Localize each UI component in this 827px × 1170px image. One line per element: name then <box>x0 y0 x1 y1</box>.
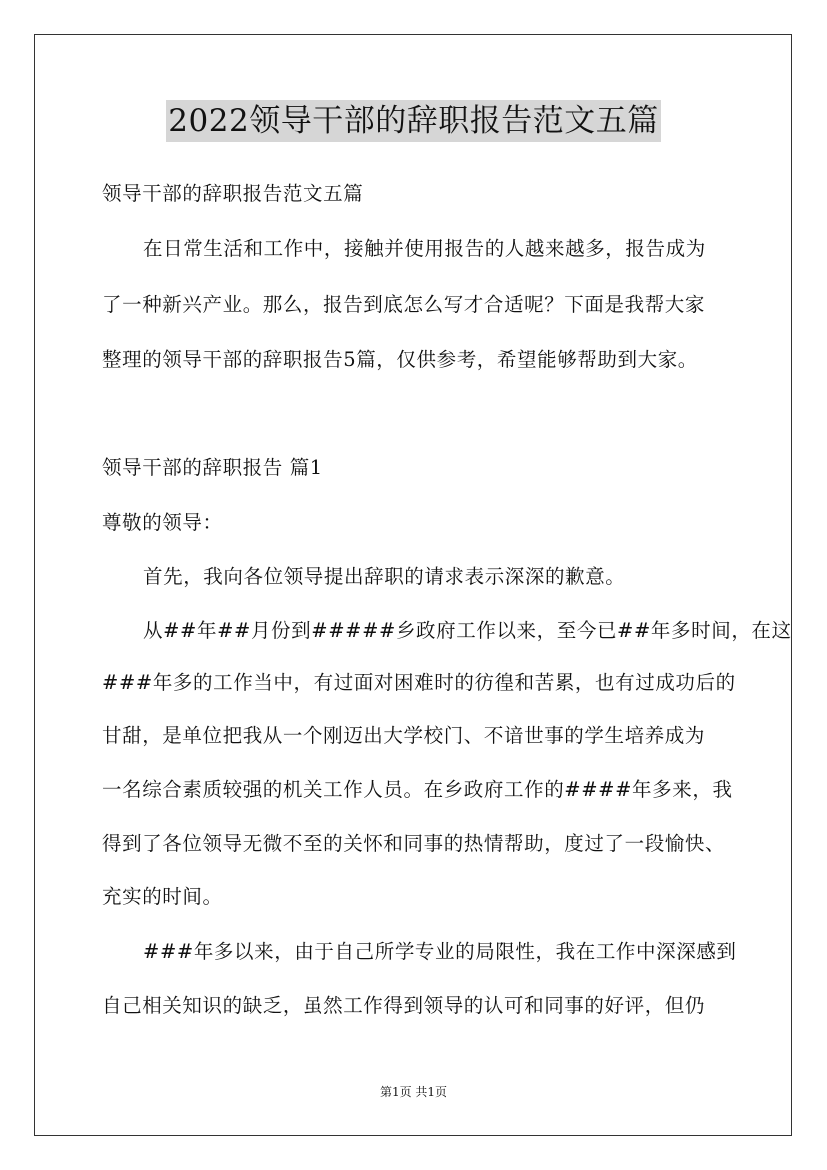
body-paragraph-line: 甘甜，是单位把我从一个刚迈出大学校门、不谙世事的学生培养成为 <box>102 724 706 747</box>
page-number-footer: 第1页 共1页 <box>379 1085 448 1099</box>
body-paragraph-line: ###年多的工作当中，有过面对困难时的彷徨和苦累，也有过成功后的 <box>102 671 736 694</box>
body-paragraph-line: 从##年##月份到#####乡政府工作以来，至今已##年多时间，在这 <box>143 619 792 642</box>
body-paragraph-line: 自己相关知识的缺乏，虽然工作得到领导的认可和同事的好评，但仍 <box>102 994 706 1017</box>
intro-paragraph-line: 在日常生活和工作中，接触并使用报告的人越来越多，报告成为 <box>143 237 706 260</box>
document-title-text: 2022领导干部的辞职报告范文五篇 <box>166 100 660 142</box>
document-title <box>0 100 827 142</box>
intro-paragraph-line: 整理的领导干部的辞职报告5篇，仅供参考，希望能够帮助到大家。 <box>102 348 698 371</box>
body-paragraph-line: 一名综合素质较强的机关工作人员。在乡政府工作的####年多来，我 <box>102 778 733 801</box>
intro-paragraph-line: 了一种新兴产业。那么，报告到底怎么写才合适呢？下面是我帮大家 <box>102 293 706 316</box>
body-paragraph-line: 充实的时间。 <box>102 885 223 908</box>
body-paragraph-line: 得到了各位领导无微不至的关怀和同事的热情帮助，度过了一段愉快、 <box>102 832 726 855</box>
document-subtitle: 领导干部的辞职报告范文五篇 <box>102 182 364 205</box>
body-paragraph-line: 首先，我向各位领导提出辞职的请求表示深深的歉意。 <box>143 565 626 588</box>
section-heading: 领导干部的辞职报告 篇1 <box>102 456 323 479</box>
body-paragraph-line: ###年多以来，由于自己所学专业的局限性，我在工作中深深感到 <box>143 940 737 963</box>
salutation: 尊敬的领导： <box>102 511 223 534</box>
